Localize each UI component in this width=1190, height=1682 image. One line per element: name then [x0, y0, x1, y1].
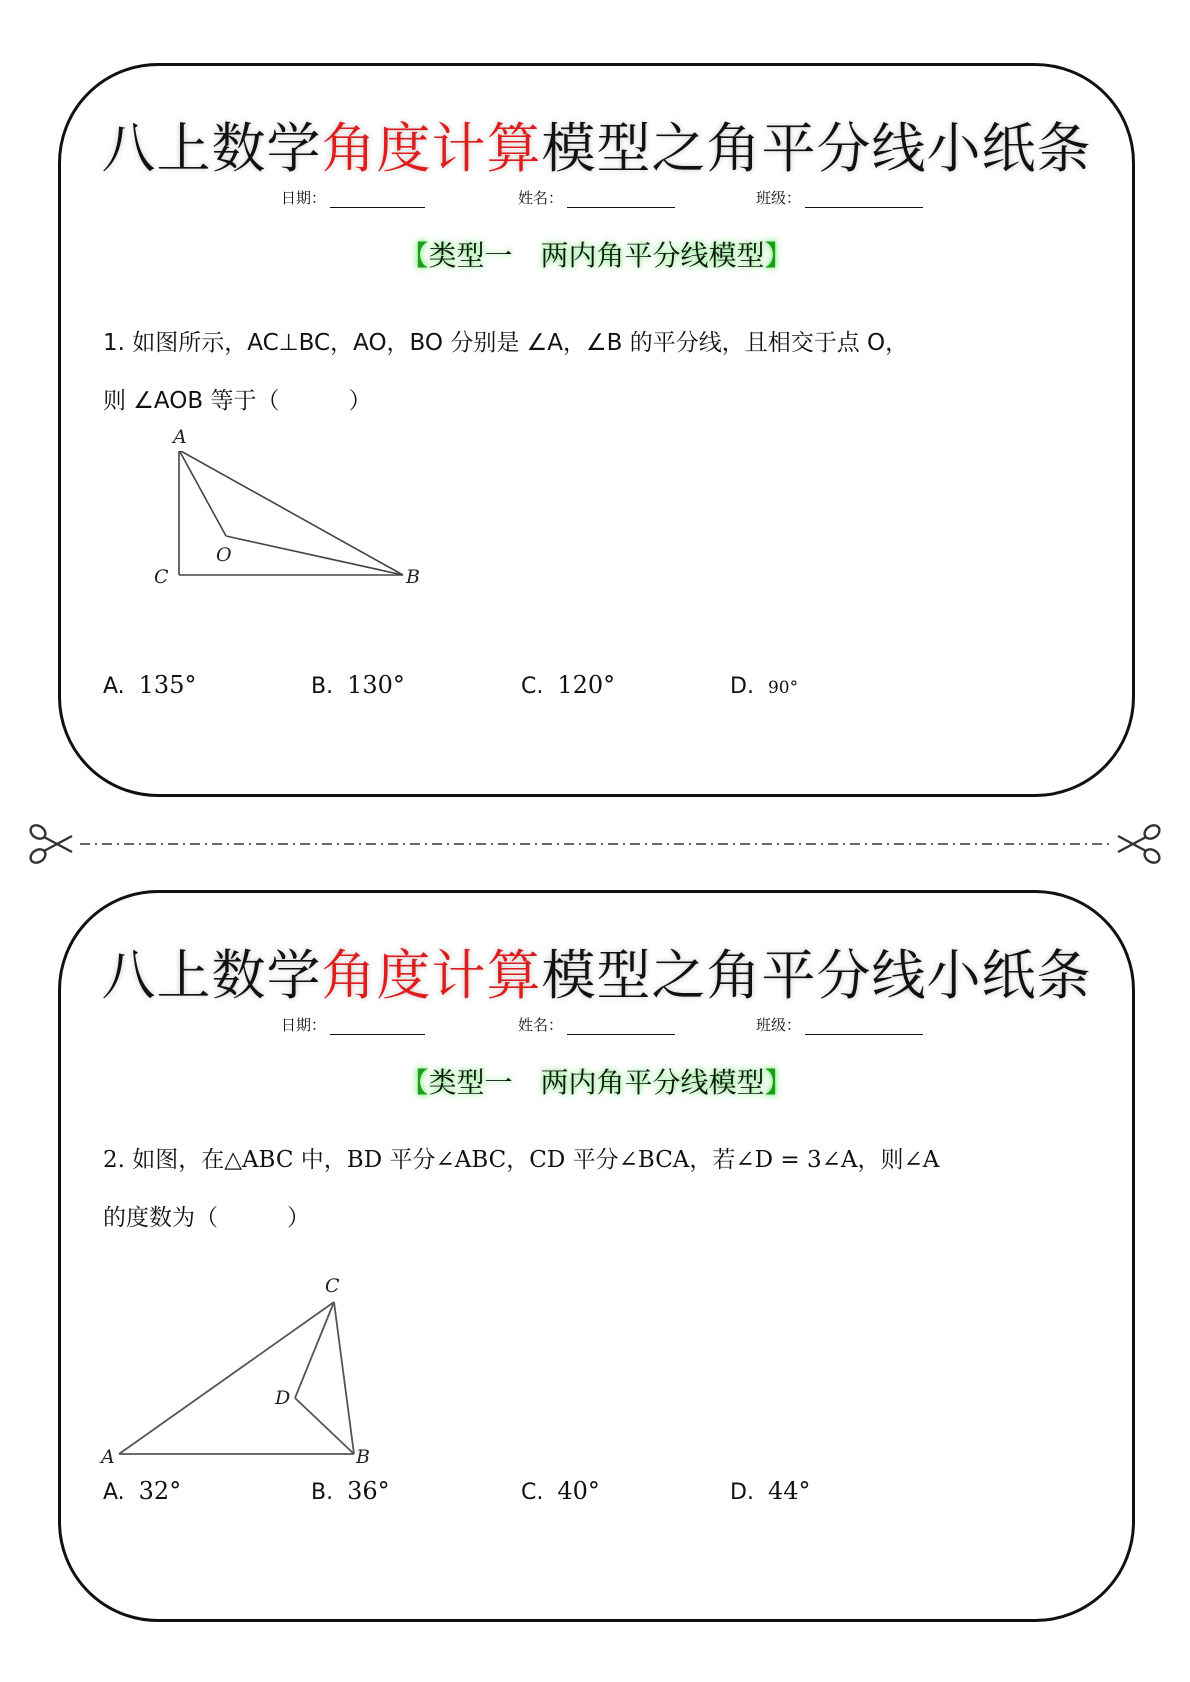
segment-db	[295, 1398, 354, 1454]
name-label: 姓名：	[518, 1016, 564, 1034]
type-heading	[61, 1061, 1132, 1101]
class-label: 班级：	[756, 1016, 802, 1034]
date-label: 日期：	[281, 1016, 327, 1034]
card-title	[61, 933, 1132, 1010]
scissors-icon	[28, 822, 72, 865]
segment-ac	[119, 1302, 334, 1454]
worksheet-card-2	[58, 890, 1135, 1622]
option-b[interactable]	[311, 671, 405, 699]
option-c[interactable]	[521, 1477, 600, 1505]
question-1	[103, 314, 1094, 430]
bracket-open: 【	[400, 239, 429, 272]
option-key: D.	[730, 674, 754, 699]
type-text: 类型一 两内角平分线模型	[428, 1066, 765, 1099]
class-field[interactable]	[756, 1014, 923, 1035]
label-a: A	[101, 1446, 115, 1468]
option-value: 36°	[347, 1477, 390, 1505]
class-blank[interactable]	[805, 191, 923, 208]
date-field[interactable]	[281, 187, 425, 208]
name-field[interactable]	[518, 1014, 675, 1035]
option-a[interactable]	[103, 671, 196, 699]
option-key: C.	[521, 674, 544, 699]
option-key: A.	[103, 674, 125, 699]
label-b: B	[406, 566, 420, 588]
name-label: 姓名：	[518, 189, 564, 207]
question-line: 的度数为（ ）	[103, 1205, 310, 1231]
date-label: 日期：	[281, 189, 327, 207]
label-c: C	[325, 1275, 340, 1297]
option-key: C.	[521, 1480, 544, 1505]
class-label: 班级：	[756, 189, 802, 207]
option-key: D.	[730, 1480, 754, 1505]
option-d[interactable]	[730, 1477, 810, 1505]
question-line: 1. 如图所示，AC⊥BC，AO，BO 分别是 ∠A，∠B 的平分线，且相交于点 O，	[103, 330, 909, 356]
option-value: 40°	[557, 1477, 600, 1505]
question-line: 则 ∠AOB 等于（ ）	[103, 388, 372, 414]
option-value: 130°	[347, 671, 405, 699]
info-row	[61, 187, 1132, 211]
bracket-close: 】	[764, 239, 793, 272]
segment-cb	[334, 1302, 354, 1454]
title-part: 模型之角平分线小纸条	[541, 944, 1092, 1007]
option-value: 32°	[138, 1477, 182, 1505]
label-a: A	[173, 426, 187, 448]
scissors-icon	[1118, 822, 1162, 865]
option-value: 90°	[767, 678, 799, 698]
figure-triangle-abc	[101, 1258, 421, 1468]
label-c: C	[154, 566, 169, 588]
label-o: O	[216, 544, 232, 566]
name-field[interactable]	[518, 187, 675, 208]
name-blank[interactable]	[567, 1018, 675, 1035]
cut-line	[28, 819, 1162, 869]
label-d: D	[275, 1387, 291, 1409]
card-title	[61, 106, 1132, 183]
title-highlight: 角度计算	[321, 117, 542, 180]
date-field[interactable]	[281, 1014, 425, 1035]
option-key: A.	[103, 1480, 125, 1505]
title-part: 八上数学	[101, 117, 322, 180]
date-blank[interactable]	[330, 191, 425, 208]
info-row	[61, 1014, 1132, 1038]
option-value: 120°	[557, 671, 616, 699]
type-text: 类型一 两内角平分线模型	[428, 239, 765, 272]
title-highlight: 角度计算	[321, 944, 542, 1007]
date-blank[interactable]	[330, 1018, 425, 1035]
figure-labels	[106, 426, 446, 636]
option-d[interactable]	[730, 671, 798, 699]
question-line: 2. 如图，在△ABC 中，BD 平分∠ABC，CD 平分∠BCA，若∠D = 3∠A，则∠A	[103, 1147, 940, 1173]
option-key: B.	[311, 674, 334, 699]
name-blank[interactable]	[567, 191, 675, 208]
question-2	[103, 1131, 1094, 1247]
option-value: 135°	[138, 671, 197, 699]
bracket-close: 】	[764, 1066, 793, 1099]
type-heading	[61, 234, 1132, 274]
option-a[interactable]	[103, 1477, 181, 1505]
option-key: B.	[311, 1480, 334, 1505]
option-value: 44°	[767, 1477, 811, 1505]
title-part: 模型之角平分线小纸条	[541, 117, 1092, 180]
title-part: 八上数学	[101, 944, 322, 1007]
class-blank[interactable]	[805, 1018, 923, 1035]
option-c[interactable]	[521, 671, 615, 699]
option-b[interactable]	[311, 1477, 390, 1505]
class-field[interactable]	[756, 187, 923, 208]
label-b: B	[356, 1446, 370, 1468]
worksheet-card-1	[58, 63, 1135, 797]
bracket-open: 【	[400, 1066, 429, 1099]
